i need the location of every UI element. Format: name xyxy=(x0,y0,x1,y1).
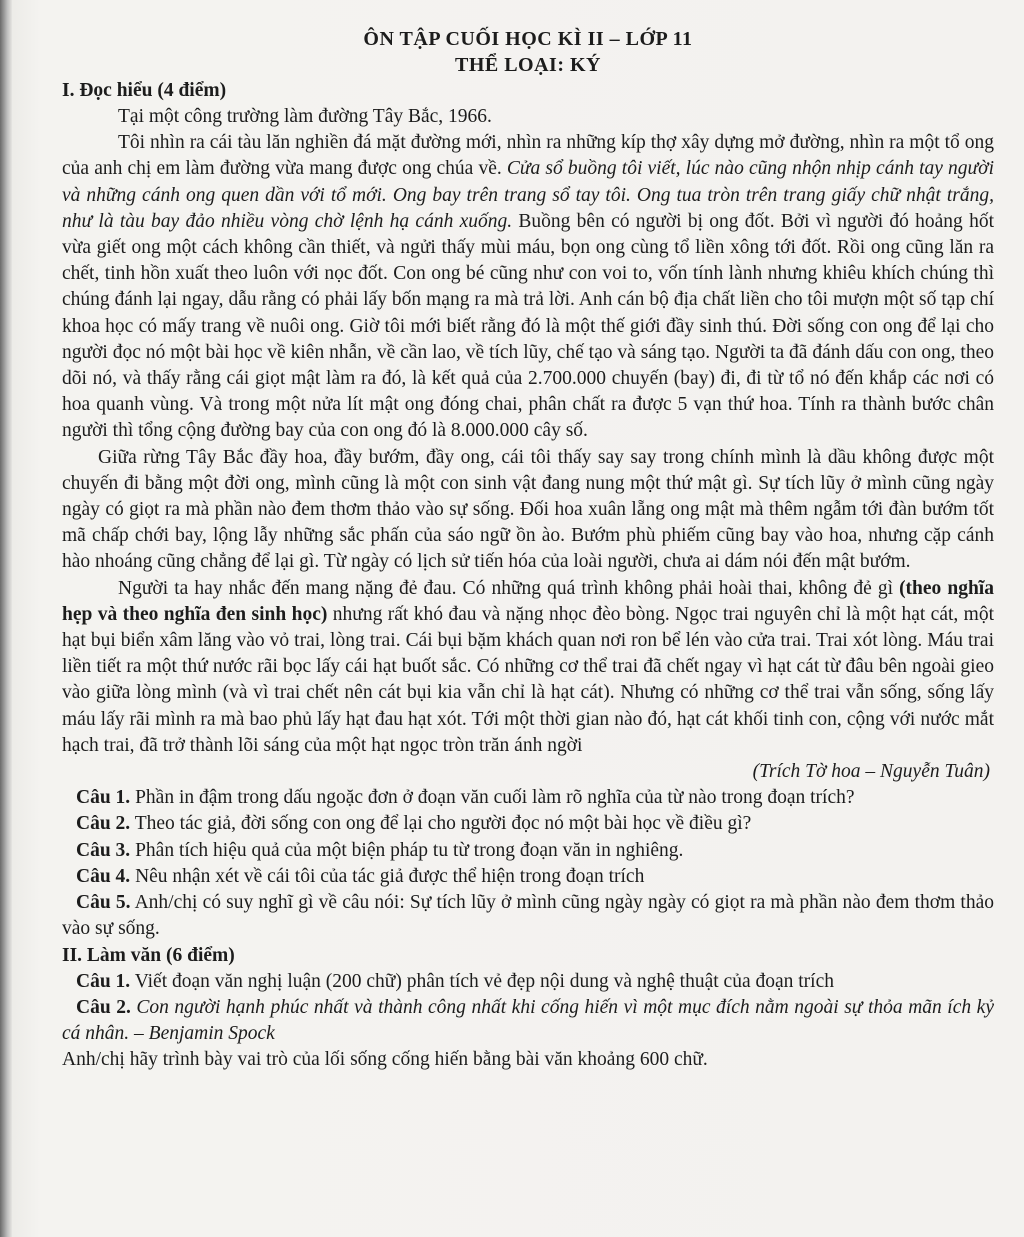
question-5-number: Câu 5. xyxy=(76,892,131,914)
writing-questions xyxy=(62,969,994,1074)
p3-text-b: nhưng rất khó đau và nặng nhọc đèo bòng. Ngọc trai nguyên chỉ là một hạt cát, một hạt bụi biển xâm lăng vào vỏ trai, lòng trai. Cái bụi bặm khách quan nơi ron bể lén vào cửa trai. Trai xót lòng. Máu trai liền tiết ra một thứ nước rãi bọc lấy cái hạt buốt sắc. Có những cơ thể trai đã chết ngay vì hạt cát từ đâu bên ngoài gieo vào giữa lòng mình (và vì trai chết nên cát bụi kia vẫn chỉ là hạt cát). Nhưng có những cơ thể trai vẫn sống, sống lấy máu lấy rãi mình ra mà bao phủ lấy hạt đau hạt xót. Tới một thời gian nào đó, hạt cát khối tinh con, cộng với nước mắt hạch trai, đã trở thành lõi sáng của một hạt ngọc tròn trăn ánh ngời xyxy=(62,603,995,756)
writing-question-1 xyxy=(62,969,994,995)
question-2 xyxy=(62,811,994,837)
writing-question-2-number: Câu 2. xyxy=(76,996,131,1018)
writing-question-1-text: Viết đoạn văn nghị luận (200 chữ) phân tích vẻ đẹp nội dung và nghệ thuật của đoạn trích xyxy=(130,970,834,992)
question-5-text: Anh/chị có suy nghĩ gì về câu nói: Sự tích lũy ở mình cũng ngày ngày có giọt ra mà phần nào đem thơm thảo vào sự sống. xyxy=(62,892,994,940)
passage-paragraph-3 xyxy=(62,576,994,759)
passage-place: Tại một công trường làm đường Tây Bắc, 1966. xyxy=(118,106,492,127)
writing-question-2 xyxy=(62,995,994,1047)
question-2-number: Câu 2. xyxy=(76,813,131,835)
question-4-number: Câu 4. xyxy=(76,865,131,887)
question-3-text: Phân tích hiệu quả của một biện pháp tu từ trong đoạn văn in nghiêng. xyxy=(130,839,684,861)
title-line-1: ÔN TẬP CUỐI HỌC KÌ II – LỚP 11 xyxy=(363,28,693,50)
section-1-heading: I. Đọc hiểu (4 điểm) xyxy=(62,80,227,101)
question-1 xyxy=(62,785,994,811)
page-left-edge xyxy=(0,0,12,1237)
question-2-text: Theo tác giả, đời sống con ong để lại cho người đọc nó một bài học về điều gì? xyxy=(130,813,752,835)
question-1-text: Phần in đậm trong dấu ngoặc đơn ở đoạn văn cuối làm rõ nghĩa của từ nào trong đoạn trích? xyxy=(130,787,855,809)
p3-bold-text: (theo nghĩa hẹp và theo nghĩa đen sinh học) xyxy=(62,577,994,625)
question-3 xyxy=(62,838,994,864)
question-3-number: Câu 3. xyxy=(76,839,131,861)
writing-question-2-quote: Con người hạnh phúc nhất và thành công nhất khi cống hiến vì một mục đích nằm ngoài sự thỏa mãn ích kỷ cá nhân. – Benjamin Spock xyxy=(62,996,994,1044)
title-line-2: THỂ LOẠI: KÝ xyxy=(454,54,602,76)
question-4 xyxy=(62,864,994,890)
section-2-heading: II. Làm văn (6 điểm) xyxy=(62,944,235,966)
question-4-text: Nêu nhận xét về cái tôi của tác giả được thể hiện trong đoạn trích xyxy=(130,865,645,887)
question-5 xyxy=(62,890,994,942)
p1-italic-text: Cửa sổ buồng tôi viết, lúc nào cũng nhộn nhịp cánh tay người và những cánh ong quen dần với tổ mới. Ong bay trên trang sổ tay tôi. Ong tua tròn trên trang giấy chữ nhật trắng, như là tàu bay đảo nhiều vòng chờ lệnh hạ cánh xuống. xyxy=(62,158,995,232)
p1-text-b: Buồng bên có người bị ong đốt. Bởi vì người đó hoảng hốt vừa giết ong một cách không cần thiết, và ngửi thấy mùi máu, bọn ong cùng tổ liền xông tới đốt. Rồi ong cũng lăn ra chết, tinh hồn xuất theo luôn với nọc đốt. Con ong bé cũng như con voi to, vốn tính lành nhưng khiêu khích chúng thì chúng đánh lại ngay, dẫu rằng có phải lấy bốn mạng ra mà trả lời. Anh cán bộ địa chất liền cho tôi mượn một số tạp chí khoa học có mấy trang về nuôi ong. Giờ tôi mới biết rằng đó là một thế giới đầy sinh thú. Đời sống con ong để lại cho người đọc nó một bài học về kiên nhẫn, về cần lao, về tích lũy, chế tạo và sáng tạo. Người ta đã đánh dấu con ong, theo dõi nó, và thấy rằng cái giọt mật làm ra đó, là kết quả của 2.700.000 chuyến (bay) đi, đi từ tổ nó đến khắp các nơi có hoa quanh vùng. Và trong một nửa lít mật ong đóng chai, phân chất ra được 5 vạn thứ hoa. Tính ra thành bước chân người thì tổng cộng đường bay của con ong đó là 8.000.000 cây số. xyxy=(62,210,994,442)
writing-question-1-number: Câu 1. xyxy=(76,970,131,992)
passage-source: (Trích Tờ hoa – Nguyễn Tuân) xyxy=(752,761,990,783)
p1-text-a: Tôi nhìn ra cái tàu lăn nghiền đá mặt đường mới, nhìn ra những kíp thợ xây dựng mở đường, nhìn ra một tổ ong của anh chị em làm đường vừa mang được ong chúa về. xyxy=(62,132,994,180)
reading-questions xyxy=(62,785,994,942)
p3-text-a: Người ta hay nhắc đến mang nặng đẻ đau. Có những quá trình không phải hoài thai, không đẻ gì xyxy=(118,577,900,599)
question-1-number: Câu 1. xyxy=(76,787,131,809)
passage-paragraph-1 xyxy=(62,130,994,444)
passage-paragraph-2: Giữa rừng Tây Bắc đầy hoa, đầy bướm, đầy ong, cái tôi thấy say say trong chính mình là dầu không được một chuyến đi bằng một đời ong, mình cũng là một con sinh vật đang nung một thứ mật gì. Sự tích lũy ở mình cũng ngày ngày có giọt ra mà phần nào đem thơm thảo vào sự sống. Đối hoa xuân lẵng ong mật mà thêm ngẫm tới đàn bướm tốt mã chấp chới bay, lộng lẫy những sắc phấn của sáo ngữ ồn ào. Bướm phù phiếm cũng bay vào hoa, nhưng cặp cánh hào nhoáng cũng chẳng để lại gì. Từ ngày có lịch sử tiến hóa của loài người, chưa ai dám nói đến mật bướm. xyxy=(62,446,994,573)
writing-question-2-task: Anh/chị hãy trình bày vai trò của lối sống cống hiến bằng bài văn khoảng 600 chữ. xyxy=(62,1049,708,1071)
